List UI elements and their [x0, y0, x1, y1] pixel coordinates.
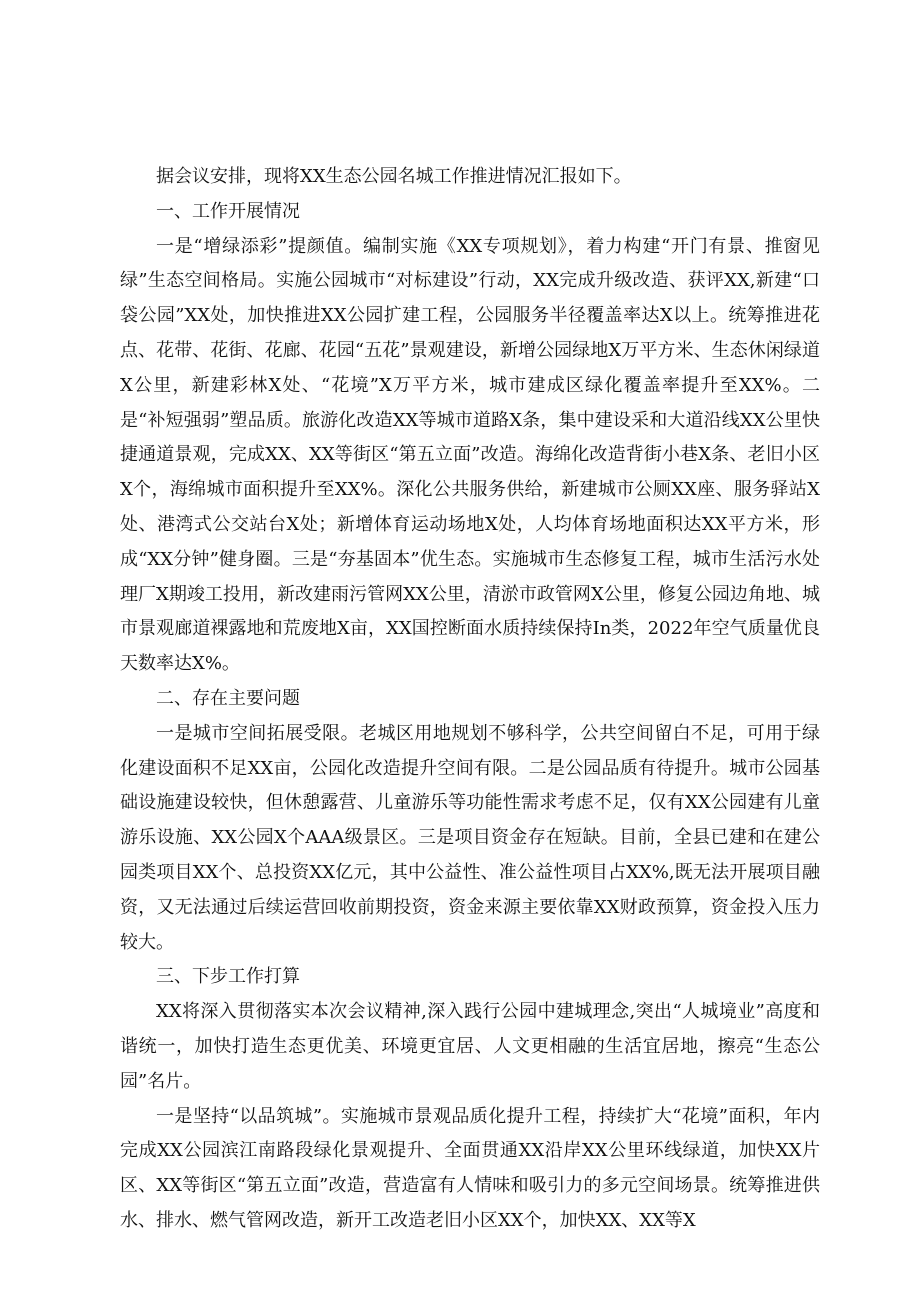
intro-paragraph: 据会议安排，现将XX生态公园名城工作推进情况汇报如下。: [156, 166, 632, 187]
section-next-steps-paragraph-2: 一是坚持“以品筑城”。实施城市景观品质化提升工程，持续扩大“花境”面积，年内完成XX公园滨江南路段绿化景观提升、全面贯通XX沿岸XX公里环线绿道，加快XX片区、XX等街区“第五立面”改造，营造富有人情味和吸引力的多元空间场景。统筹推进供水、排水、燃气管网改造，新开工改造老旧小区XX个，加快XX、XX等X: [120, 1105, 820, 1231]
section-work-progress-paragraph: 一是“增绿添彩”提颜值。编制实施《XX专项规划》，着力构建“开门有景、推窗见绿”生态空间格局。实施公园城市“对标建设”行动，XX完成升级改造、获评XX,新建“口袋公园”XX处，加快推进XX公园扩建工程，公园服务半径覆盖率达X以上。统筹推进花点、花带、花街、花廊、花园“五花”景观建设，新增公园绿地X万平方米、生态休闲绿道X公里，新建彩林X处、“花境”X万平方米，城市建成区绿化覆盖率提升至XX%。二是“补短强弱”塑品质。旅游化改造XX等城市道路X条，集中建设采和大道沿线XX公里快捷通道景观，完成XX、XX等街区“第五立面”改造。海绵化改造背街小巷X条、老旧小区X个，海绵城市面积提升至XX%。深化公共服务供给，新建城市公厕XX座、服务驿站X处、港湾式公交站台X处；新增体育运动场地X处，人均体育场地面积达XX平方米，形成“XX分钟”健身圈。三是“夯基固本”优生态。实施城市生态修复工程，城市生活污水处理厂X期竣工投用，新改建雨污管网XX公里，清淤市政管网X公里，修复公园边角地、城市景观廊道裸露地和荒废地X亩，XX国控断面水质持续保持In类，2022年空气质量优良天数率达X%。: [120, 235, 820, 675]
section-next-steps-paragraph-1: XX将深入贯彻落实本次会议精神,深入践行公园中建城理念,突出“人城境业”高度和谐统一，加快打造生态更优美、环境更宜居、人文更相融的生活宜居地，擦亮“生态公园”名片。: [120, 1001, 820, 1092]
section-main-problems-paragraph: 一是城市空间拓展受限。老城区用地规划不够科学，公共空间留白不足，可用于绿化建设面积不足XX亩，公园化改造提升空间有限。二是公园品质有待提升。城市公园基础设施建设较快，但休憩露营、儿童游乐等功能性需求考虑不足，仅有XX公园建有儿童游乐设施、XX公园X个AAA级景区。三是项目资金存在短缺。目前，全县已建和在建公园类项目XX个、总投资XX亿元，其中公益性、准公益性项目占XX%,既无法开展项目融资，又无法通过后续运营回收前期投资，资金来源主要依靠XX财政预算，资金投入压力较大。: [120, 722, 820, 953]
section-heading-work-progress: 一、工作开展情况: [156, 200, 300, 222]
document-body: [120, 160, 820, 1239]
section-heading-next-steps: 三、下步工作打算: [156, 966, 300, 988]
section-heading-main-problems: 二、存在主要问题: [156, 687, 300, 709]
